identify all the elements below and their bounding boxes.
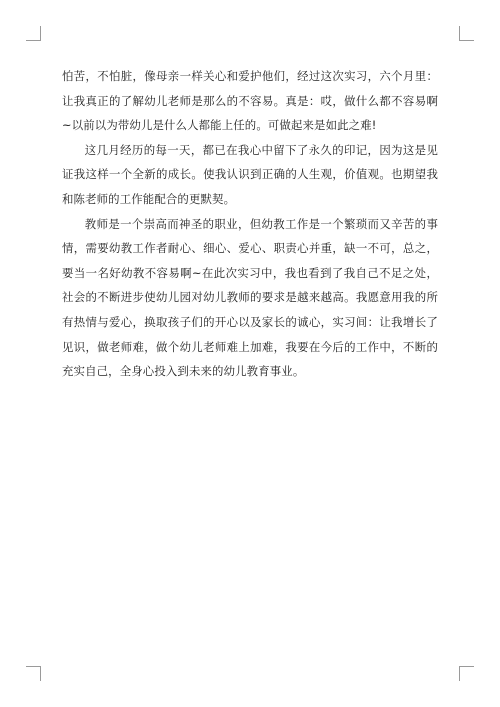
crop-mark-top-left — [26, 26, 41, 41]
paragraph-1: 怕苦，不怕脏，像母亲一样关心和爱护他们，经过这次实习，六个月里：让我真正的了解幼儿老师是那么的不容易。真是：哎，做什么都不容易啊~以前以为带幼儿是什么人都能上任的。可做起来是如此之难! — [62, 69, 438, 133]
crop-mark-bottom-left — [26, 666, 41, 681]
crop-mark-top-right — [459, 26, 474, 41]
document-body — [62, 64, 438, 384]
crop-mark-bottom-right — [459, 666, 474, 681]
paragraph-2: 这几月经历的每一天，都已在我心中留下了永久的印记，因为这是见证我这样一个全新的成长。使我认识到正确的人生观，价值观。也期望我和陈老师的工作能配合的更默契。 — [62, 142, 438, 206]
paragraph-3: 教师是一个崇高而神圣的职业，但幼教工作是一个繁琐而又辛苦的事情，需要幼教工作者耐心、细心、爱心、职责心并重，缺一不可，总之，要当一名好幼教不容易啊~在此次实习中，我也看到了我自己不足之处，社会的不断进步使幼儿园对幼儿教师的要求是越来越高。我愿意用我的所有热情与爱心，换取孩子们的开心以及家长的诚心，实习间：让我增长了见识，做老师难，做个幼儿老师难上加难，我要在今后的工作中，不断的充实自己，全身心投入到未来的幼儿教育事业。 — [62, 216, 438, 379]
